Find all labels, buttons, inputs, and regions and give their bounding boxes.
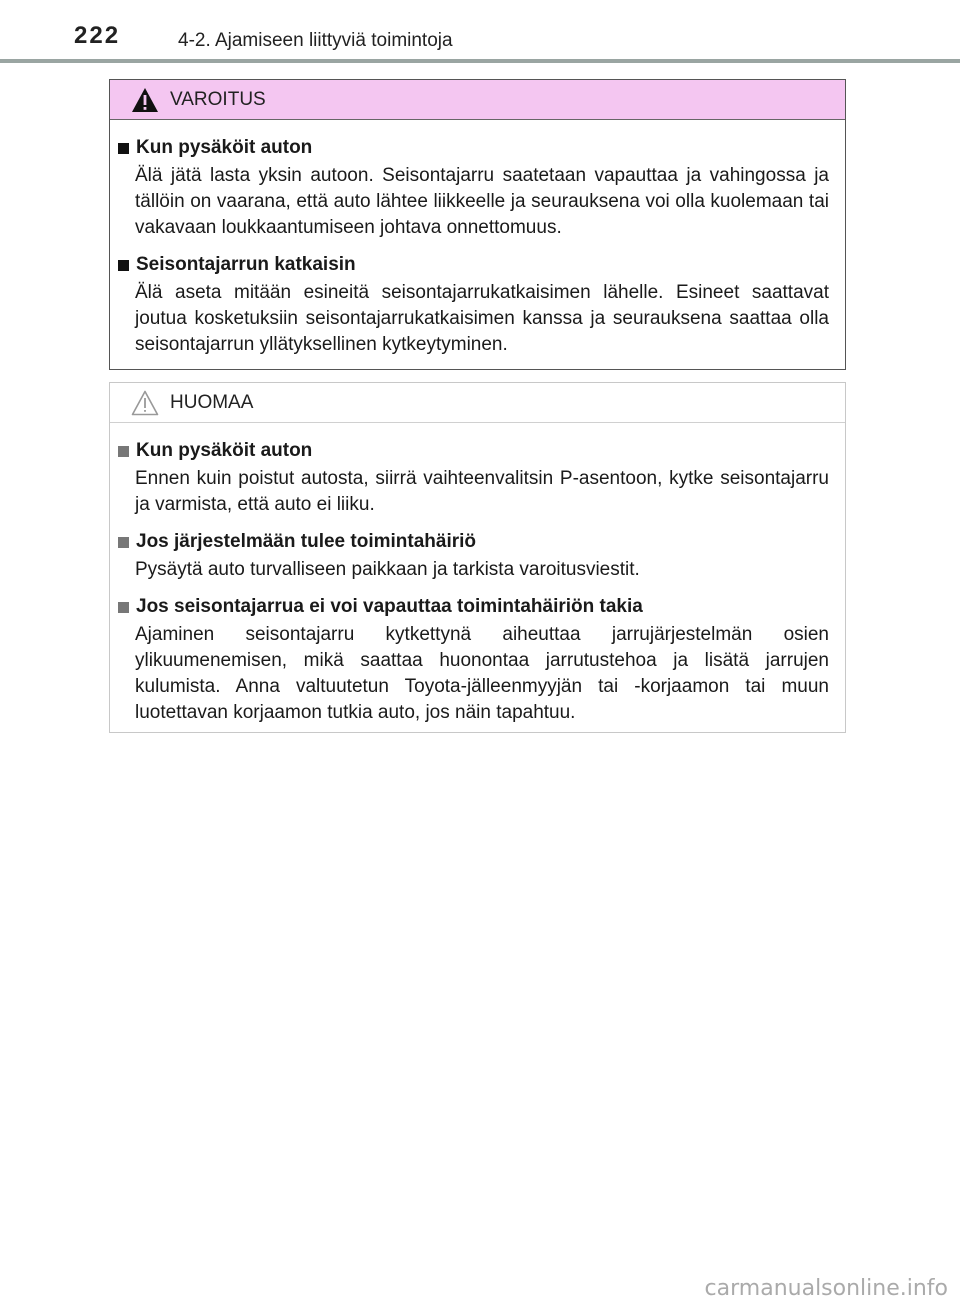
notice-box-header xyxy=(110,383,845,423)
warning-label: VAROITUS xyxy=(170,89,266,110)
square-bullet-icon xyxy=(118,602,129,613)
list-item xyxy=(118,137,829,241)
notice-label: HUOMAA xyxy=(170,392,254,413)
item-title: Jos järjestelmään tulee toimintahäiriö xyxy=(136,531,476,552)
item-title: Kun pysäköit auton xyxy=(136,137,313,158)
item-text: Älä jätä lasta yksin autoon. Seisontajarru saatetaan vapauttaa ja vahingossa ja tällöin on vaarana, että auto lähtee liikkeelle ja seurauksena voi olla kuolemaan tai vakavaan loukkaantumiseen johtava onnettomuus. xyxy=(135,165,829,238)
warning-box-header xyxy=(110,80,845,120)
caution-triangle-outline-icon xyxy=(130,389,160,417)
item-title: Jos seisontajarrua ei voi vapauttaa toimintahäiriön takia xyxy=(136,596,643,617)
item-text: Ennen kuin poistut autosta, siirrä vaihteenvalitsin P-asentoon, kytke seisontajarru ja varmista, että auto ei liiku. xyxy=(135,468,829,515)
warning-triangle-icon xyxy=(130,86,160,114)
item-text: Ajaminen seisontajarru kytkettynä aiheuttaa jarrujärjestelmän osien ylikuumenemisen, mikä saattaa huonontaa jarrutustehoa ja lisätä jarrujen kulumista. Anna valtuutetun Toyota-jälleenmyyjän tai -korjaamon tai muun luotettavan korjaamon tutkia auto, jos näin tapahtuu. xyxy=(135,624,829,723)
list-item xyxy=(118,254,829,358)
header-divider xyxy=(0,59,960,63)
list-item xyxy=(118,596,829,726)
item-title: Seisontajarrun katkaisin xyxy=(136,254,356,275)
warning-box xyxy=(109,79,846,370)
list-item xyxy=(118,440,829,518)
square-bullet-icon xyxy=(118,446,129,457)
watermark: carmanualsonline.info xyxy=(704,1276,948,1301)
item-title: Kun pysäköit auton xyxy=(136,440,313,461)
list-item xyxy=(118,531,829,583)
page-header xyxy=(0,0,960,62)
notice-box xyxy=(109,382,846,733)
square-bullet-icon xyxy=(118,143,129,154)
warning-box-body xyxy=(110,120,845,358)
square-bullet-icon xyxy=(118,260,129,271)
notice-box-body xyxy=(110,423,845,726)
section-title: 4-2. Ajamiseen liittyviä toimintoja xyxy=(178,30,453,51)
item-text: Älä aseta mitään esineitä seisontajarrukatkaisimen lähelle. Esineet saattavat joutua kosketuksiin seisontajarrukatkaisimen kanssa ja seurauksena saattaa olla seisontajarrun yllätyksellinen kytkeytyminen. xyxy=(135,282,829,355)
page-number: 222 xyxy=(74,22,121,49)
item-text: Pysäytä auto turvalliseen paikkaan ja tarkista varoitusviestit. xyxy=(135,559,640,580)
square-bullet-icon xyxy=(118,537,129,548)
